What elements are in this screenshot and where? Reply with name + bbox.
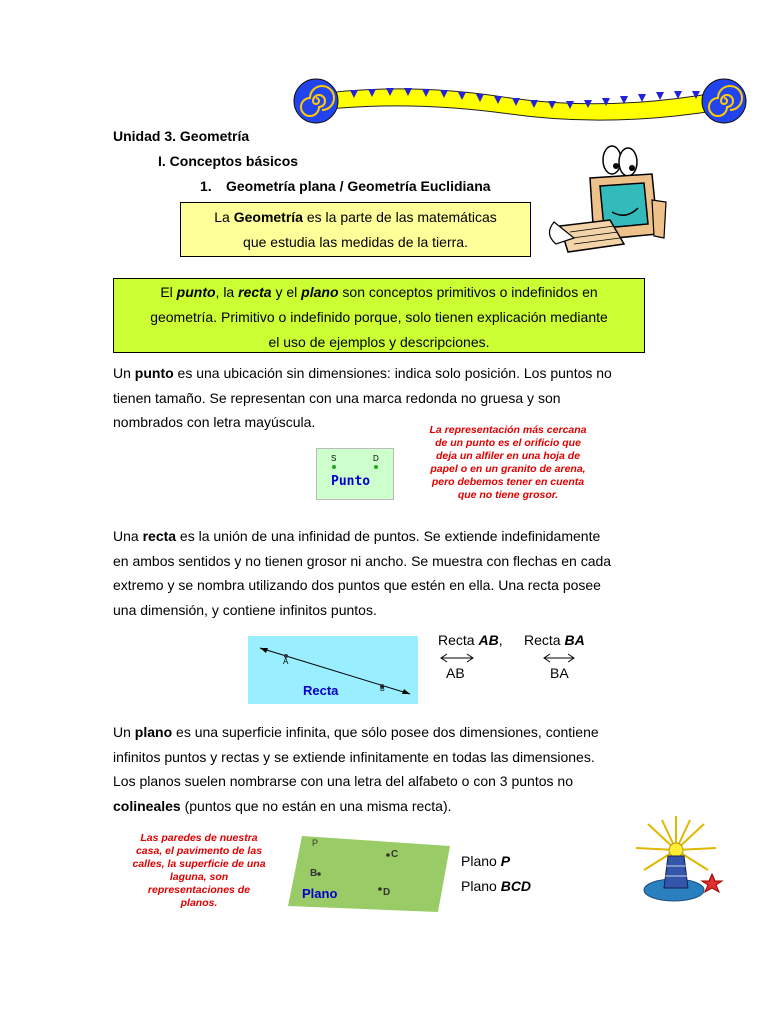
point-s-label: S bbox=[331, 454, 337, 463]
plano-paragraph bbox=[113, 720, 643, 818]
definition-line2: que estudia las medidas de la tierra. bbox=[243, 234, 468, 250]
double-arrow-icon bbox=[440, 653, 474, 663]
recta-name-2-ba: BA bbox=[564, 632, 585, 648]
section-title: I. Conceptos básicos bbox=[158, 153, 299, 169]
primitives-box bbox=[113, 278, 645, 353]
recta-symbol-ba: BA bbox=[550, 665, 569, 681]
recta-line3: extremo y se nombra utilizando dos puntos que estén en ella. Una recta posee bbox=[113, 577, 601, 593]
recta-name-1-comma: , bbox=[498, 632, 503, 648]
primitives-t2: , la bbox=[215, 284, 239, 300]
plano-line4: (puntos que no están en una misma recta). bbox=[180, 797, 452, 814]
recta-paragraph bbox=[113, 524, 643, 622]
recta-symbol-ab: AB bbox=[446, 665, 465, 681]
primitives-t1: El bbox=[160, 284, 177, 300]
unit-title: Unidad 3. Geometría bbox=[113, 128, 250, 144]
primitives-t3: y el bbox=[271, 284, 302, 300]
punto-note-line: La representación más cercana bbox=[429, 424, 587, 436]
recta-name-2 bbox=[524, 632, 585, 648]
punto-note-line: de un punto es el orificio que bbox=[435, 437, 581, 449]
point-a-label: A bbox=[283, 657, 289, 666]
primitives-t4: son conceptos primitivos o indefinidos en bbox=[338, 284, 598, 300]
punto-note-line: pero debemos tener en cuenta bbox=[431, 476, 585, 488]
plano-line2: infinitos puntos y rectas y se extiende infinitamente en todas las dimensiones. bbox=[113, 748, 595, 765]
definition-line1: es la parte de las matemáticas bbox=[302, 209, 497, 225]
punto-note-line: papel o en un granito de arena, bbox=[430, 463, 586, 475]
point-d-dot bbox=[374, 465, 378, 469]
point-b-label: B bbox=[310, 868, 318, 879]
plano-note-line: representaciones de bbox=[147, 884, 251, 896]
point-s-dot bbox=[332, 465, 336, 469]
point-b-label: B bbox=[380, 686, 385, 693]
plano-note-line: Las paredes de nuestra bbox=[140, 832, 258, 844]
punto-line3: nombrados con letra mayúscula. bbox=[113, 414, 316, 430]
plano-note-line: calles, la superficie de una bbox=[132, 858, 266, 870]
definition-box bbox=[180, 202, 531, 257]
primitives-line3: el uso de ejemplos y descripciones. bbox=[268, 334, 490, 350]
fireworks-tower-icon bbox=[628, 814, 728, 904]
plano-note-line: planos. bbox=[180, 897, 218, 909]
computer-cartoon-icon bbox=[540, 140, 670, 260]
primitives-punto: punto bbox=[176, 284, 216, 300]
primitives-recta: recta bbox=[238, 284, 272, 300]
point-d-label: D bbox=[383, 887, 391, 898]
punto-pre: Un bbox=[113, 365, 135, 381]
decorative-banner-icon bbox=[290, 76, 752, 126]
punto-line1: es una ubicación sin dimensiones: indica solo posición. Los puntos no bbox=[173, 365, 612, 381]
punto-note-line: que no tiene grosor. bbox=[457, 489, 559, 501]
recta-name-1 bbox=[438, 632, 503, 648]
recta-pre: Una bbox=[113, 528, 143, 544]
double-arrow-icon bbox=[543, 653, 575, 663]
recta-line2: en ambos sentidos y no tienen grosor ni ancho. Se muestra con flechas en cada bbox=[113, 552, 612, 569]
plano-figure-label: Plano bbox=[302, 886, 338, 901]
plano-figure bbox=[286, 834, 452, 914]
plano-name-1 bbox=[461, 853, 510, 869]
subsection-title: Geometría plana / Geometría Euclidiana bbox=[226, 178, 491, 194]
recta-term: recta bbox=[142, 528, 177, 544]
recta-name-1-ab: AB bbox=[478, 632, 499, 648]
plano-term: plano bbox=[134, 724, 173, 740]
colineales-term: colineales bbox=[113, 797, 181, 814]
plano-note-line: laguna, son bbox=[169, 871, 229, 883]
point-d-label: D bbox=[373, 454, 379, 463]
plano-name-1-p: P bbox=[500, 853, 511, 869]
punto-note bbox=[410, 424, 606, 502]
recta-line1: es la unión de una infinidad de puntos. Se extiende indefinidamente bbox=[176, 528, 601, 544]
point-p-label: P bbox=[312, 838, 319, 848]
definition-pre: La bbox=[214, 209, 234, 225]
plano-pre: Un bbox=[113, 724, 135, 740]
plano-note bbox=[118, 832, 280, 910]
plano-line3: Los planos suelen nombrarse con una letra del alfabeto o con 3 puntos no bbox=[113, 773, 573, 789]
definition-term: Geometría bbox=[233, 209, 303, 225]
recta-name-1-pre: Recta bbox=[438, 632, 479, 648]
plano-name-2-bcd: BCD bbox=[500, 878, 532, 894]
primitives-line2: geometría. Primitivo o indefinido porque, solo tienen explicación mediante bbox=[150, 309, 608, 325]
plano-name-1-pre: Plano bbox=[461, 853, 501, 869]
point-c-label: C bbox=[391, 849, 399, 860]
recta-line4: una dimensión, y contiene infinitos puntos. bbox=[113, 601, 377, 618]
recta-figure-label: Recta bbox=[303, 683, 339, 698]
punto-figure bbox=[316, 448, 394, 500]
punto-line2: tienen tamaño. Se representan con una marca redonda no gruesa y son bbox=[113, 389, 561, 406]
plano-note-line: casa, el pavimento de las bbox=[135, 845, 263, 857]
primitives-plano: plano bbox=[301, 284, 339, 300]
plano-name-2 bbox=[461, 878, 531, 894]
punto-note-line: deja un alfiler en una hoja de bbox=[435, 450, 581, 462]
plano-line1: es una superficie infinita, que sólo posee dos dimensiones, contiene bbox=[172, 724, 599, 740]
punto-term: punto bbox=[134, 365, 174, 381]
punto-figure-label: Punto bbox=[331, 474, 371, 489]
recta-figure bbox=[248, 636, 418, 704]
plano-name-2-pre: Plano bbox=[461, 878, 501, 894]
recta-name-2-pre: Recta bbox=[524, 632, 565, 648]
subsection-number: 1. bbox=[200, 178, 212, 194]
